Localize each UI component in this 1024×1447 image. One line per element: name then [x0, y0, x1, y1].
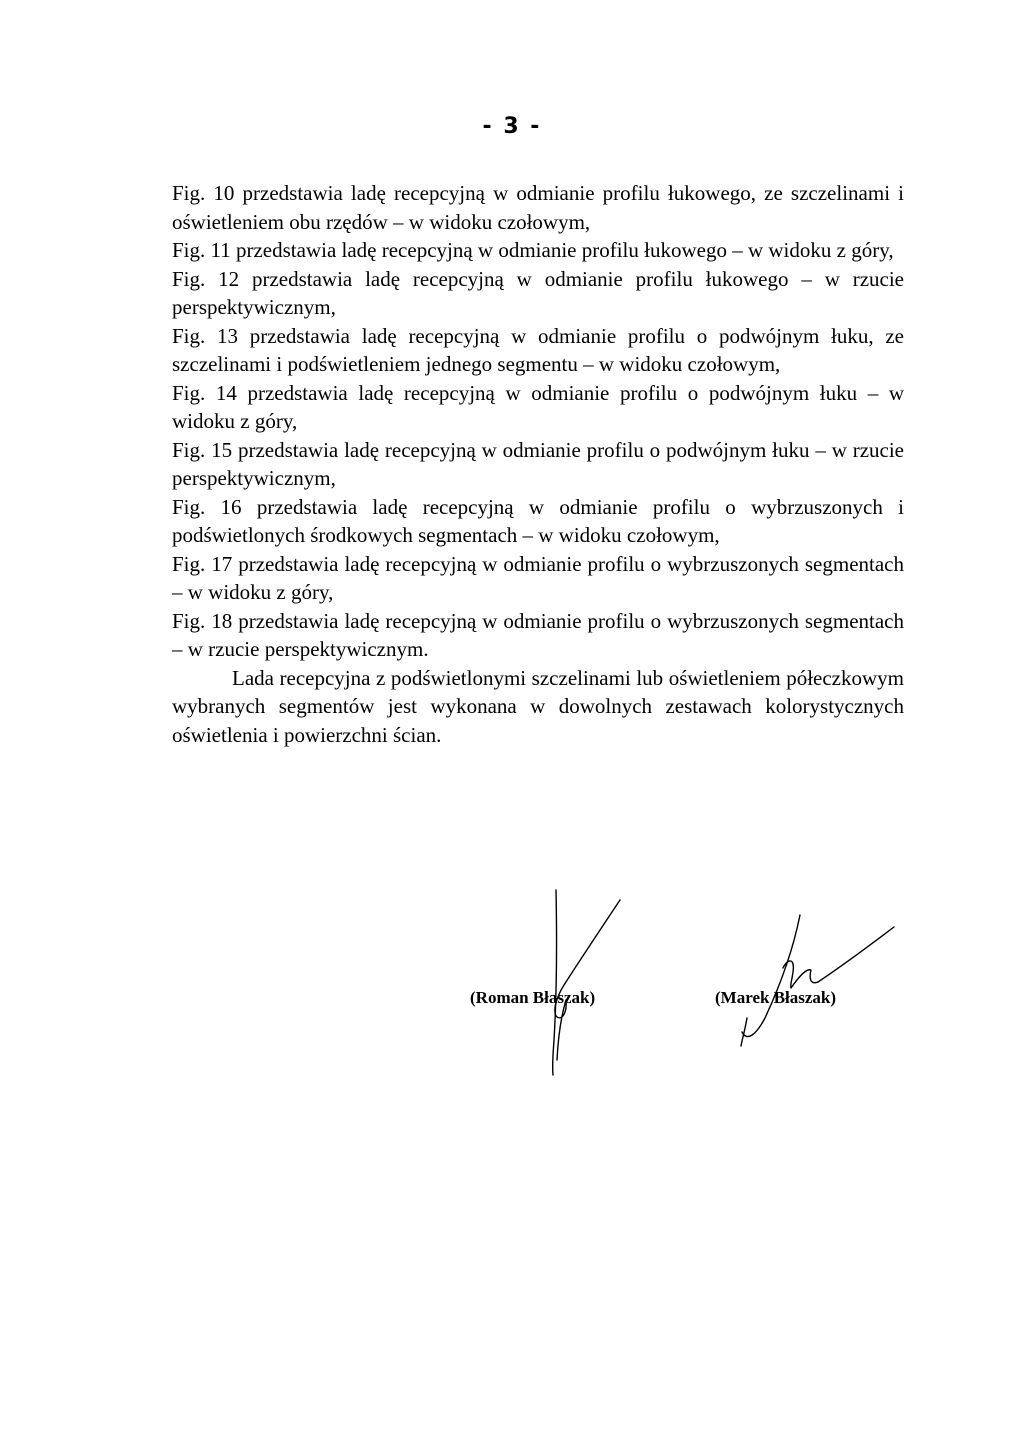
- figure-description-12: Fig. 12 przedstawia ladę recepcyjną w odmianie profilu łukowego – w rzucie perspektywicznym,: [172, 266, 904, 319]
- signature-right-strokes: [741, 915, 894, 1046]
- figure-description-11: Fig. 11 przedstawia ladę recepcyjną w odmianie profilu łukowego – w widoku z góry,: [172, 238, 894, 262]
- signature-left-strokes: [553, 890, 620, 1075]
- page-number: - 3 -: [482, 114, 542, 139]
- figure-description-13: Fig. 13 przedstawia ladę recepcyjną w odmianie profilu o podwójnym łuku, ze szczelinami i podświetleniem jednego segmentu – w widoku czołowym,: [172, 323, 904, 376]
- signature-name-left: (Roman Błaszak): [470, 988, 596, 1007]
- figure-description-15: Fig. 15 przedstawia ladę recepcyjną w odmianie profilu o podwójnym łuku – w rzucie perspektywicznym,: [172, 437, 904, 490]
- figure-description-18: Fig. 18 przedstawia ladę recepcyjną w odmianie profilu o wybrzuszonych segmentach – w rzucie perspektywicznym.: [172, 608, 904, 661]
- figure-description-16: Fig. 16 przedstawia ladę recepcyjną w odmianie profilu o wybrzuszonych i podświetlonych środkowych segmentach – w widoku czołowym,: [172, 494, 904, 547]
- description-paragraph: Lada recepcyjna z podświetlonymi szczelinami lub oświetleniem półeczkowym wybranych segmentów jest wykonana w dowolnych zestawach kolorystycznych oświetlenia i powierzchni ścian.: [172, 665, 904, 747]
- figure-description-14: Fig. 14 przedstawia ladę recepcyjną w odmianie profilu o podwójnym łuku – w widoku z góry,: [172, 380, 904, 433]
- signature-name-right: (Marek Błaszak): [715, 988, 837, 1007]
- figure-description-10: Fig. 10 przedstawia ladę recepcyjną w odmianie profilu łukowego, ze szczelinami i oświetleniem obu rzędów – w widoku czołowym,: [172, 181, 904, 234]
- figure-description-17: Fig. 17 przedstawia ladę recepcyjną w odmianie profilu o wybrzuszonych segmentach – w widoku z góry,: [172, 551, 904, 604]
- body-text: [172, 179, 904, 749]
